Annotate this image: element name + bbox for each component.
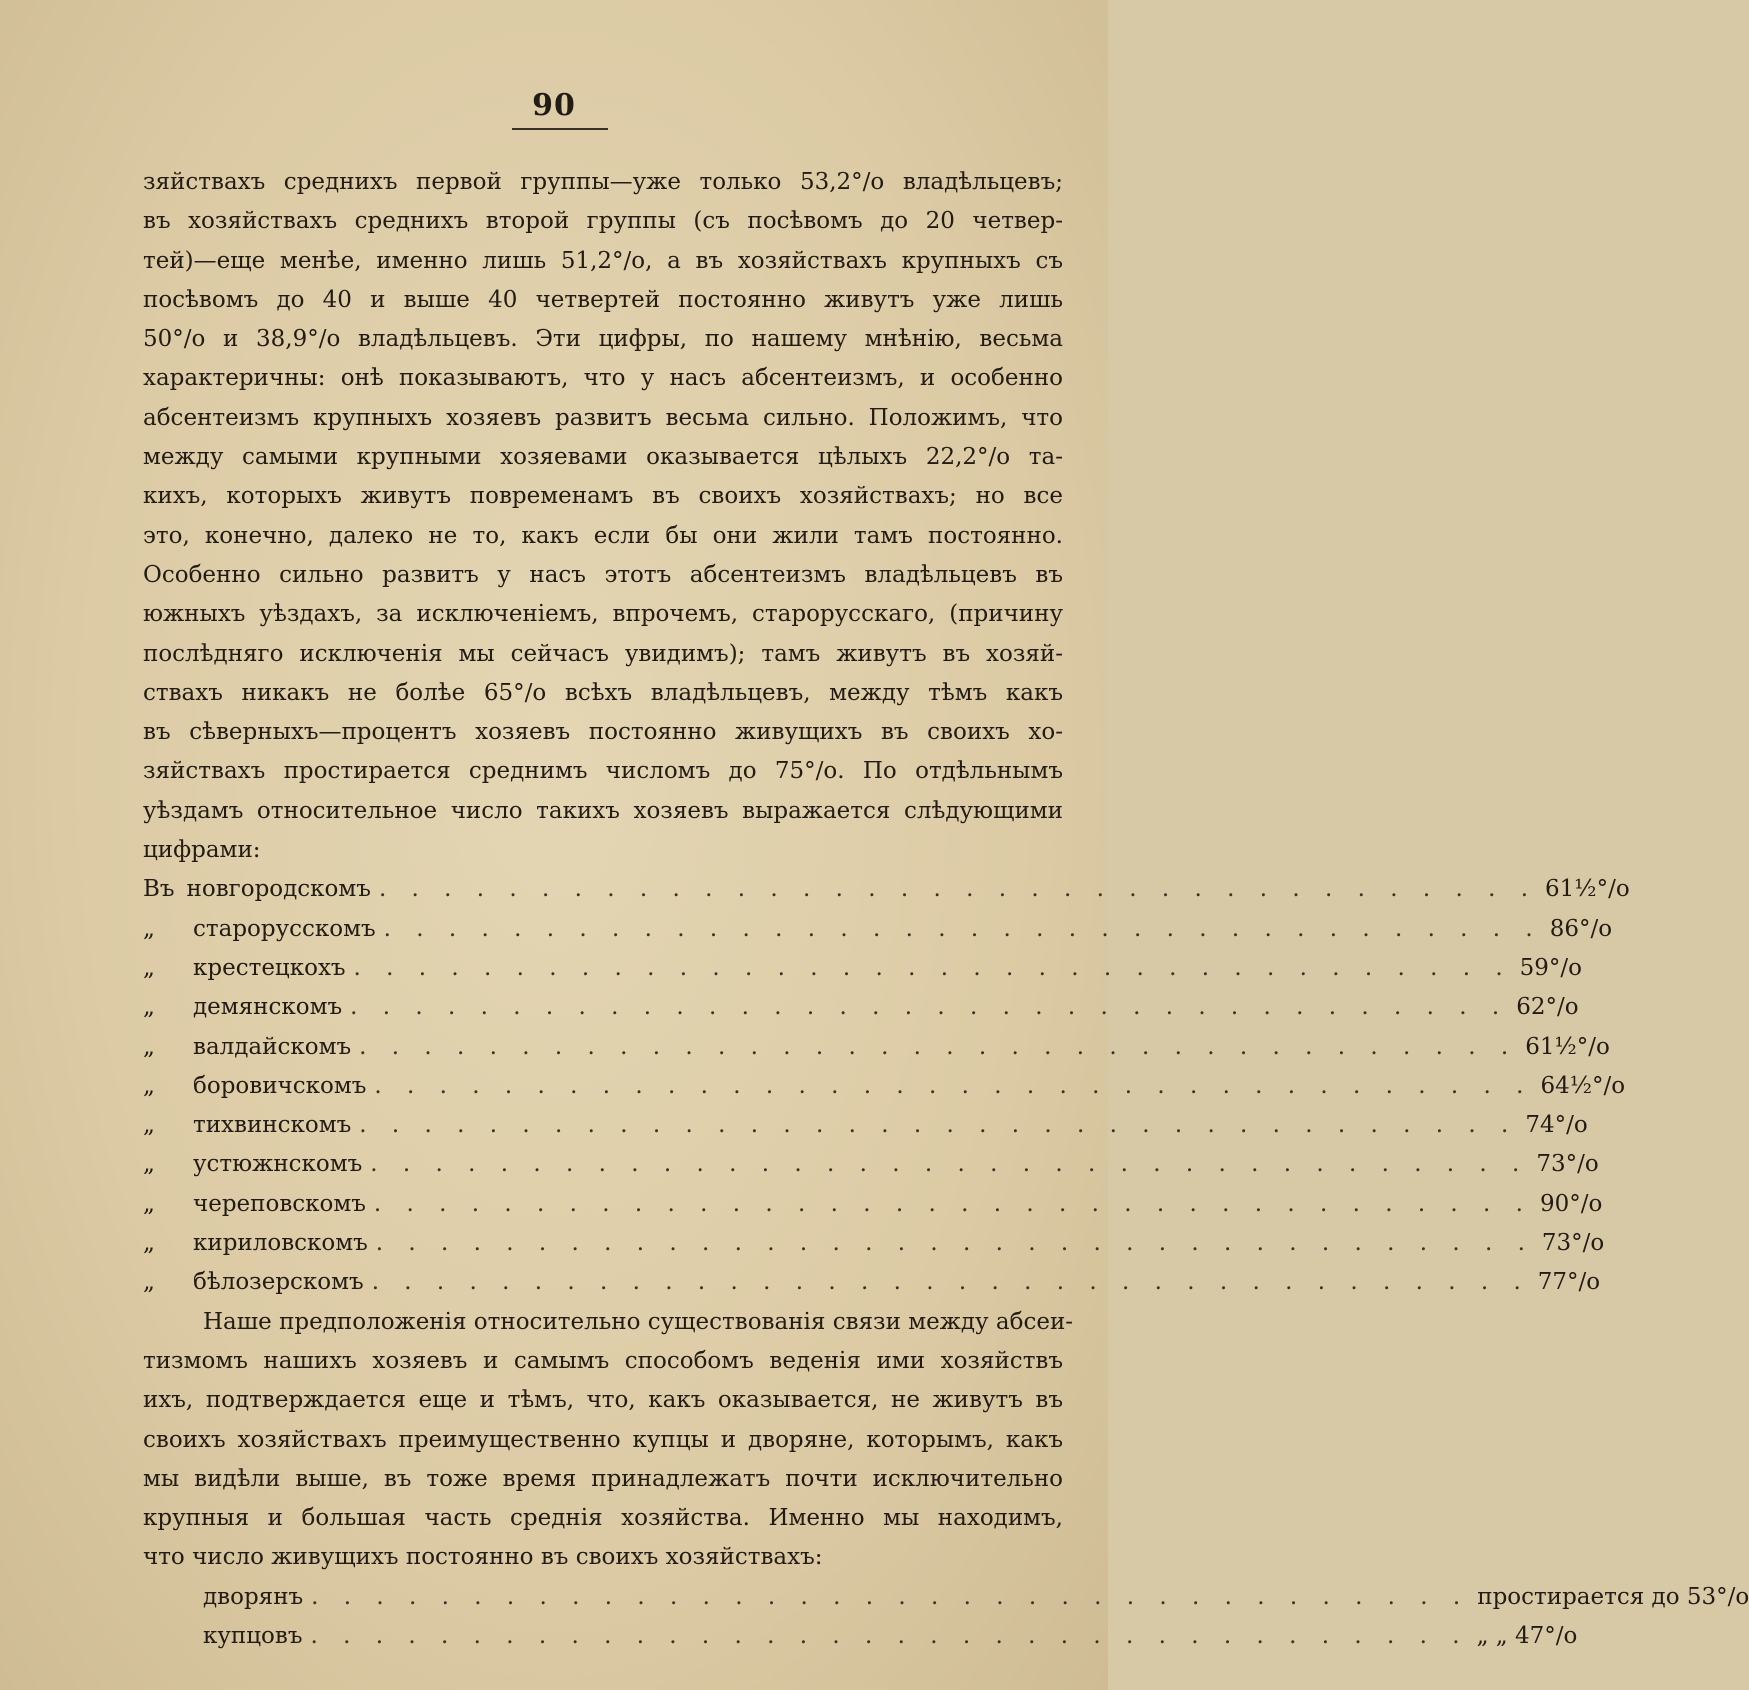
text-line: 50°/о и 38,9°/о владѣльцевъ. Эти цифры, по нашему мнѣнію, весьма (143, 326, 1063, 353)
text-line: это, конечно, далеко не то, какъ если бы они жили тамъ постоянно. (143, 522, 1063, 549)
district-prefix: „ (143, 1190, 155, 1217)
text-line: уѣздамъ относительное число такихъ хозяевъ выражается слѣдующими (143, 797, 1063, 824)
text-line: зяйствахъ простирается среднимъ числомъ до 75°/о. По отдѣльнымъ (143, 758, 1063, 785)
district-name: кириловскомъ (193, 1230, 368, 1257)
leader-dots: . . . . . . . . . . . . . . . . . . . . . . . . . . . . . . . . . . . . (375, 1230, 1534, 1257)
leader-dots: . . . . . . . . . . . . . . . . . . . . . . . . . . . . . . . . . . . . (353, 954, 1512, 981)
text-line: послѣдняго исключенія мы сейчасъ увидимъ); тамъ живутъ въ хозяй- (143, 640, 1063, 667)
list-item (143, 1224, 1605, 1263)
district-value: 73°/о (1541, 1230, 1605, 1257)
district-prefix: „ (143, 1072, 155, 1099)
district-name: новгородскомъ (186, 876, 371, 903)
list-item (143, 910, 1613, 949)
list-item (143, 1028, 1610, 1067)
paragraph-2 (143, 1303, 1074, 1578)
text-line: ствахъ никакъ не болѣе 65°/о всѣхъ владѣльцевъ, между тѣмъ какъ (143, 679, 1063, 706)
leader-dots: . . . . . . . . . . . . . . . . . . . . . . . . . . . . . . . . . . . . (383, 915, 1542, 942)
text-line: Наше предположенія относительно существованія связи между абсеи- (203, 1308, 1074, 1335)
text-line: зяйствахъ среднихъ первой группы—уже только 53,2°/о владѣльцевъ; (143, 169, 1063, 195)
leader-dots: . . . . . . . . . . . . . . . . . . . . . . . . . . . . . . . . . . . . (350, 994, 1509, 1021)
text-line: мы видѣли выше, въ тоже время принадлежатъ почти исключительно (143, 1465, 1063, 1492)
district-name: череповскомъ (193, 1190, 366, 1217)
list-item (143, 1185, 1603, 1224)
district-prefix: „ (143, 915, 155, 942)
leader-dots: . . . . . . . . . . . . . . . . . . . . . . . . . . . . . . . . . . . . (373, 1190, 1532, 1217)
district-value: 74°/о (1525, 1112, 1588, 1139)
page-text (143, 163, 1749, 1656)
text-line: южныхъ уѣздахъ, за исключеніемъ, впрочемъ, старорусскаго, (причину (143, 601, 1063, 628)
district-name: устюжнскомъ (193, 1151, 363, 1178)
district-prefix: „ (143, 954, 155, 981)
text-line: посѣвомъ до 40 и выше 40 четвертей постоянно живутъ уже лишь (143, 286, 1063, 313)
district-name: старорусскомъ (193, 915, 376, 942)
district-name: боровичскомъ (193, 1072, 367, 1099)
text-line: цифрами: (143, 837, 261, 864)
text-line: характеричны: онѣ показываютъ, что у насъ абсентеизмъ, и особенно (143, 365, 1063, 392)
text-line: тизмомъ нашихъ хозяевъ и самымъ способомъ веденія ими хозяйствъ (143, 1347, 1063, 1374)
leader-dots: . . . . . . . . . . . . . . . . . . . . . . . . . . . . . . . . . . . . (371, 1269, 1530, 1296)
district-name: тихвинскомъ (193, 1112, 352, 1139)
district-value: 77°/о (1537, 1269, 1601, 1296)
text-line: абсентеизмъ крупныхъ хозяевъ развитъ весьма сильно. Положимъ, что (143, 404, 1063, 431)
district-value: 61½°/о (1545, 876, 1630, 903)
leader-dots: . . . . . . . . . . . . . . . . . . . . . . . . . . . . . . . . . . . . (311, 1583, 1470, 1610)
leader-dots: . . . . . . . . . . . . . . . . . . . . . . . . . . . . . . . . . . . . (359, 1112, 1518, 1139)
text-line: въ хозяйствахъ среднихъ второй группы (съ посѣвомъ до 20 четвер- (143, 208, 1063, 235)
list-item (143, 1617, 1578, 1656)
district-prefix: „ (143, 1151, 155, 1178)
district-value: 73°/о (1536, 1151, 1599, 1178)
list-item (143, 949, 1583, 988)
district-value: 90°/о (1540, 1190, 1603, 1217)
text-line: что число живущихъ постоянно въ своихъ хозяйствахъ: (143, 1544, 823, 1571)
leader-dots: . . . . . . . . . . . . . . . . . . . . . . . . . . . . . . . . . . . . (310, 1622, 1469, 1649)
district-value: 61½°/о (1525, 1033, 1610, 1060)
text-line: ихъ, подтверждается еще и тѣмъ, что, какъ оказывается, не живутъ въ (143, 1387, 1063, 1414)
text-line: тей)—еще менѣе, именно лишь 51,2°/о, а въ хозяйствахъ крупныхъ съ (143, 247, 1063, 274)
leader-dots: . . . . . . . . . . . . . . . . . . . . . . . . . . . . . . . . . . . . (370, 1151, 1529, 1178)
estate-value: „ „ 47°/о (1476, 1622, 1578, 1649)
text-line: въ сѣверныхъ—процентъ хозяевъ постоянно живущихъ въ своихъ хо- (143, 719, 1063, 746)
estate-name: дворянъ (203, 1583, 304, 1610)
district-name: валдайскомъ (193, 1033, 352, 1060)
district-prefix: „ (143, 1112, 155, 1139)
paragraph-1 (143, 163, 1063, 870)
district-value: 59°/о (1519, 954, 1583, 981)
list-item (143, 1145, 1599, 1184)
leader-dots: . . . . . . . . . . . . . . . . . . . . . . . . . . . . . . . . . . . . (359, 1033, 1518, 1060)
district-name: демянскомъ (193, 994, 343, 1021)
text-line: своихъ хозяйствахъ преимущественно купцы и дворяне, которымъ, какъ (143, 1426, 1063, 1453)
estate-list (143, 1578, 1749, 1657)
district-prefix: „ (143, 1230, 155, 1257)
text-line: кихъ, которыхъ живутъ повременамъ въ своихъ хозяйствахъ; но все (143, 483, 1063, 510)
list-item (143, 1106, 1588, 1145)
district-prefix: „ (143, 1269, 155, 1296)
text-line: между самыми крупными хозяевами оказывается цѣлыхъ 22,2°/о та- (143, 444, 1063, 471)
estate-value: простирается до 53°/о (1477, 1583, 1749, 1610)
text-line: Особенно сильно развитъ у насъ этотъ абсентеизмъ владѣльцевъ въ (143, 561, 1063, 588)
list-item (143, 870, 1630, 909)
list-item (143, 1578, 1749, 1617)
district-prefix: Въ (143, 876, 175, 903)
leader-dots: . . . . . . . . . . . . . . . . . . . . . . . . . . . . . . . . . . . . (378, 876, 1538, 903)
district-name: крестецкохъ (193, 954, 346, 981)
district-list (143, 870, 1630, 1302)
page-number: 90 (532, 88, 576, 123)
district-value: 64½°/о (1540, 1072, 1626, 1099)
page-number-rule (512, 128, 608, 130)
leader-dots: . . . . . . . . . . . . . . . . . . . . . . . . . . . . . . . . . . . . (374, 1072, 1533, 1099)
estate-name: купцовъ (203, 1622, 303, 1649)
district-value: 62°/о (1516, 994, 1579, 1021)
text-line: крупныя и большая часть среднія хозяйства. Именно мы находимъ, (143, 1505, 1063, 1532)
list-item (143, 1067, 1626, 1106)
list-item (143, 1263, 1601, 1302)
district-prefix: „ (143, 994, 155, 1021)
district-name: бѣлозерскомъ (193, 1269, 364, 1296)
district-prefix: „ (143, 1033, 155, 1060)
list-item (143, 988, 1579, 1027)
district-value: 86°/о (1549, 915, 1613, 942)
